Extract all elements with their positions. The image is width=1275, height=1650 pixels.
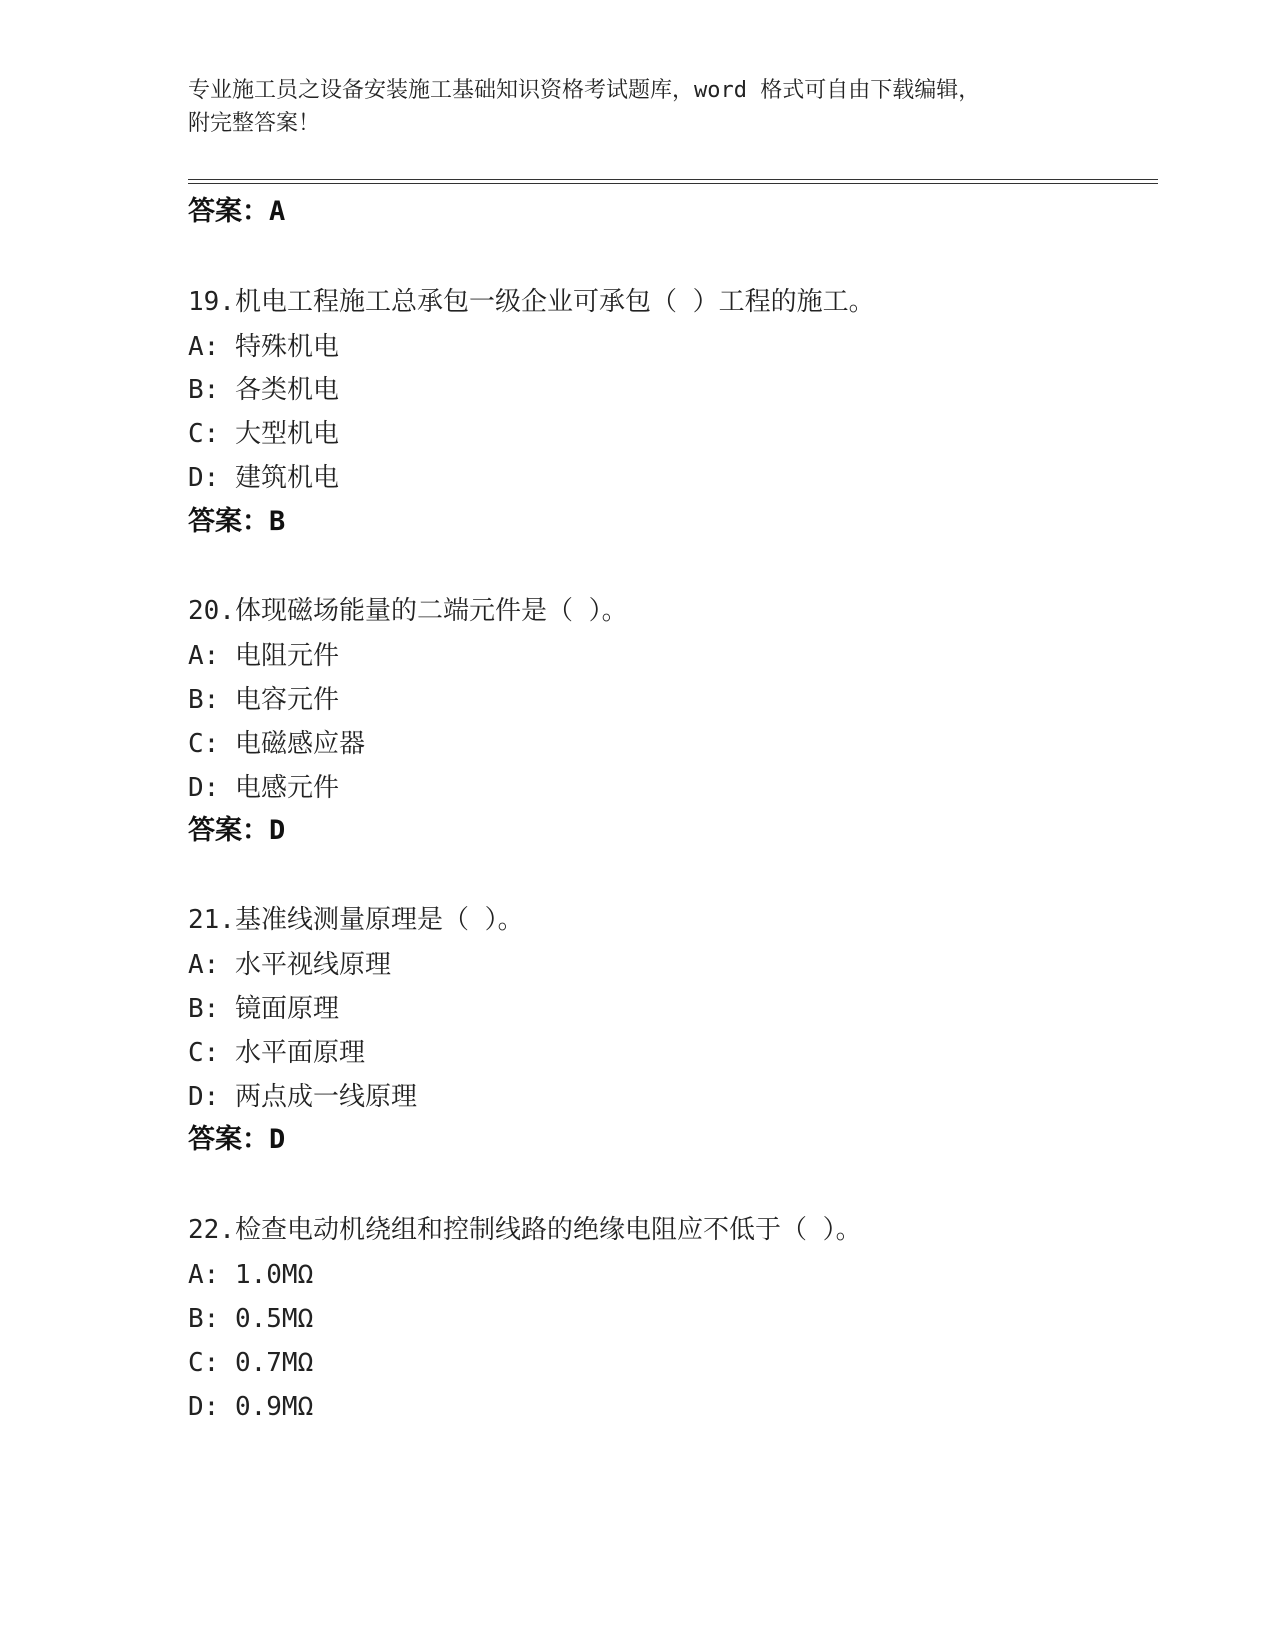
question-22-option-d: D: 0.9MΩ <box>188 1392 314 1422</box>
question-20-option-d: D: 电感元件 <box>188 773 339 803</box>
answer-line: 答案：A <box>188 196 286 227</box>
question-21-stem: 21.基准线测量原理是（ ）。 <box>188 905 524 935</box>
header-line-1: 专业施工员之设备安装施工基础知识资格考试题库，word 格式可自由下载编辑， <box>188 78 981 103</box>
question-19-option-c: C: 大型机电 <box>188 419 339 449</box>
question-19-option-a: A: 特殊机电 <box>188 332 339 362</box>
question-22-option-a: A: 1.0MΩ <box>188 1260 314 1290</box>
question-22-option-b: B: 0.5MΩ <box>188 1304 314 1334</box>
question-21-option-d: D: 两点成一线原理 <box>188 1082 417 1112</box>
question-19-option-b: B: 各类机电 <box>188 375 339 405</box>
question-20-option-b: B: 电容元件 <box>188 685 339 715</box>
question-19-option-d: D: 建筑机电 <box>188 463 339 493</box>
document-header <box>188 74 1088 140</box>
header-divider-bottom <box>188 183 1158 184</box>
question-22-option-c: C: 0.7MΩ <box>188 1348 314 1378</box>
header-line-2: 附完整答案！ <box>188 111 321 136</box>
question-19-answer: 答案：B <box>188 506 286 537</box>
question-20-answer: 答案：D <box>188 815 286 846</box>
question-19-stem: 19.机电工程施工总承包一级企业可承包（ ）工程的施工。 <box>188 287 875 317</box>
question-22-stem: 22.检查电动机绕组和控制线路的绝缘电阻应不低于（ ）。 <box>188 1215 862 1245</box>
question-21-option-b: B: 镜面原理 <box>188 994 339 1024</box>
question-20-stem: 20.体现磁场能量的二端元件是（ ）。 <box>188 596 628 626</box>
question-20-option-c: C: 电磁感应器 <box>188 729 365 759</box>
question-20-option-a: A: 电阻元件 <box>188 641 339 671</box>
question-21-answer: 答案：D <box>188 1124 286 1155</box>
question-21-option-a: A: 水平视线原理 <box>188 950 391 980</box>
question-21-option-c: C: 水平面原理 <box>188 1038 365 1068</box>
header-divider-top <box>188 179 1158 180</box>
